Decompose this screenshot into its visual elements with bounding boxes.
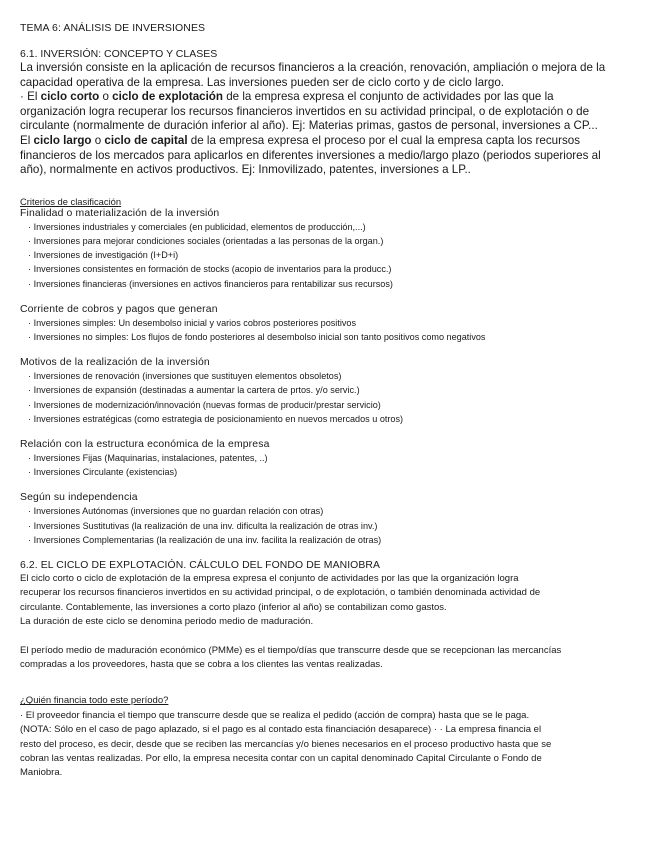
page-title: TEMA 6: ANÁLISIS DE INVERSIONES — [20, 22, 206, 34]
criterio-list — [20, 316, 638, 344]
intro-paragraph — [20, 61, 638, 178]
criterio-group-title: Según su independencia — [20, 492, 138, 504]
ciclo-largo-rest: de la empresa expresa el proceso por el cual la empresa capta los recursos — [187, 133, 581, 147]
list-item: · Inversiones financieras (inversiones en activos financieros para rentabilizar sus recursos) — [28, 277, 638, 291]
criterio-group-title: Relación con la estructura económica de la empresa — [20, 438, 270, 450]
ciclo-largo-line-3: año), normalmente en activos productivos. Ej: Inmovilizado, patentes, inversiones a LP.. — [20, 163, 471, 177]
list-item: · Inversiones de modernización/innovación (nuevas formas de producir/prestar servicio) — [28, 398, 638, 412]
criterio-list — [20, 504, 638, 547]
ciclo-largo-prefix: El — [20, 133, 34, 147]
list-item: · Inversiones Circulante (existencias) — [28, 465, 638, 479]
criterio-list — [20, 369, 638, 426]
criterio-list — [20, 220, 638, 291]
criterio-list — [20, 451, 638, 479]
criterio-group — [20, 304, 638, 344]
criterio-group — [20, 439, 638, 479]
criterio-group — [20, 492, 638, 547]
document-page — [20, 22, 638, 781]
ciclo-largo-line-2: financieros de los mercados para aplicarlos en diferentes inversiones a medio/largo plazo (periodos superiores al — [20, 148, 601, 162]
criterio-group-title: Corriente de cobros y pagos que generan — [20, 303, 218, 315]
para3-line: (NOTA: Sólo en el caso de pago aplazado, si el pago es al contado esta financiación desaparece) · · La empresa financia el — [20, 724, 542, 736]
list-item: · Inversiones de investigación (I+D+i) — [28, 248, 638, 262]
ciclo-corto-prefix: · El — [20, 90, 41, 104]
ciclo-explotacion-term: ciclo de explotación — [112, 90, 223, 104]
criterio-group — [20, 357, 638, 426]
ciclo-corto-term: ciclo corto — [40, 90, 100, 104]
criterios-groups — [20, 208, 638, 547]
list-item: · Inversiones de renovación (inversiones que sustituyen elementos obsoletos) — [28, 369, 638, 383]
criterio-group-title: Motivos de la realización de la inversión — [20, 357, 210, 369]
section-2-paragraph-3 — [20, 709, 638, 781]
list-item: · Inversiones Fijas (Maquinarias, instalaciones, patentes, ..) — [28, 451, 638, 465]
intro-line-1: La inversión consiste en la aplicación de recursos financieros a la creación, renovación, ampliación o mejora de la — [20, 61, 606, 74]
criterios-heading: Criterios de clasificación — [20, 195, 122, 207]
section-2-paragraph-1 — [20, 572, 638, 630]
section-2-paragraph-2 — [20, 644, 638, 673]
para1-line: recuperar los recursos financieros invertidos en su actividad principal, o de explotación, o también denominada actividad de — [20, 587, 541, 599]
list-item: · Inversiones consistentes en formación de stocks (acopio de inventarios para la producc.) — [28, 262, 638, 276]
list-item: · Inversiones estratégicas (como estrategia de posicionamiento en nuevos mercados u otros) — [28, 412, 638, 426]
financing-question: ¿Quién financia todo este período? — [20, 695, 169, 707]
list-item: · Inversiones simples: Un desembolso inicial y varios cobros posteriores positivos — [28, 316, 638, 330]
ciclo-corto-rest: de la empresa expresa el conjunto de actividades por las que la — [222, 90, 554, 104]
ciclo-corto-conj: o — [99, 90, 113, 104]
para3-line: cobran las ventas realizadas. Por ello, la empresa necesita contar con un capital denominado Capital Circulante o Fondo de — [20, 753, 542, 765]
section-1-heading: 6.1. INVERSIÓN: CONCEPTO Y CLASES — [20, 48, 218, 60]
para3-line: resto del proceso, es decir, desde que se reciben las mercancías y/o bienes necesarios en el proceso productivo hasta que se — [20, 738, 552, 750]
para1-line: El ciclo corto o ciclo de explotación de la empresa expresa el conjunto de actividades por las que la organización logra — [20, 573, 519, 584]
criterio-group-title: Finalidad o materialización de la inversión — [20, 207, 220, 219]
ciclo-largo-conj: o — [91, 133, 105, 147]
list-item: · Inversiones Sustitutivas (la realización de una inv. dificulta la realización de otras inv.) — [28, 519, 638, 533]
para1-line: La duración de este ciclo se denomina periodo medio de maduración. — [20, 616, 314, 628]
ciclo-largo-term: ciclo largo — [33, 133, 92, 147]
para2-line: El período medio de maduración económico (PMMe) es el tiempo/días que transcurre desde que se recepcionan las mercancías — [20, 644, 562, 656]
list-item: · Inversiones industriales y comerciales (en publicidad, elementos de producción,...) — [28, 220, 638, 234]
list-item: · Inversiones de expansión (destinadas a aumentar la cartera de prtos. y/o servic.) — [28, 383, 638, 397]
criterio-group — [20, 208, 638, 291]
ciclo-corto-line-2: organización logra recuperar los recursos financieros invertidos en su actividad principal, o de explotación o de — [20, 104, 590, 118]
para2-line: compradas a los proveedores, hasta que se cobra a los clientes las ventas realizadas. — [20, 659, 383, 671]
ciclo-corto-line-3: circulante (normalmente de duración inferior al año). Ej: Materias primas, gastos de personal, inversiones a CP... — [20, 119, 598, 133]
para1-line: circulante. Contablemente, las inversiones a corto plazo (inferior al año) se contabilizan como gastos. — [20, 601, 447, 613]
list-item: · Inversiones para mejorar condiciones sociales (orientadas a las personas de la organ.) — [28, 234, 638, 248]
para3-line: · El proveedor financia el tiempo que transcurre desde que se realiza el pedido (acción de compra) hasta que se le paga. — [20, 709, 530, 721]
intro-line-2: capacidad operativa de la empresa. Las inversiones pueden ser de ciclo corto y de ciclo largo. — [20, 75, 504, 89]
list-item: · Inversiones Autónomas (inversiones que no guardan relación con otras) — [28, 504, 638, 518]
list-item: · Inversiones Complementarias (la realización de una inv. facilita la realización de otras) — [28, 533, 638, 547]
para3-line: Maniobra. — [20, 767, 63, 779]
ciclo-capital-term: ciclo de capital — [104, 133, 188, 147]
section-2-heading: 6.2. EL CICLO DE EXPLOTACIÓN. CÁLCULO DEL FONDO DE MANIOBRA — [20, 560, 381, 571]
list-item: · Inversiones no simples: Los flujos de fondo posteriores al desembolso inicial son tanto positivos como negativos — [28, 330, 638, 344]
